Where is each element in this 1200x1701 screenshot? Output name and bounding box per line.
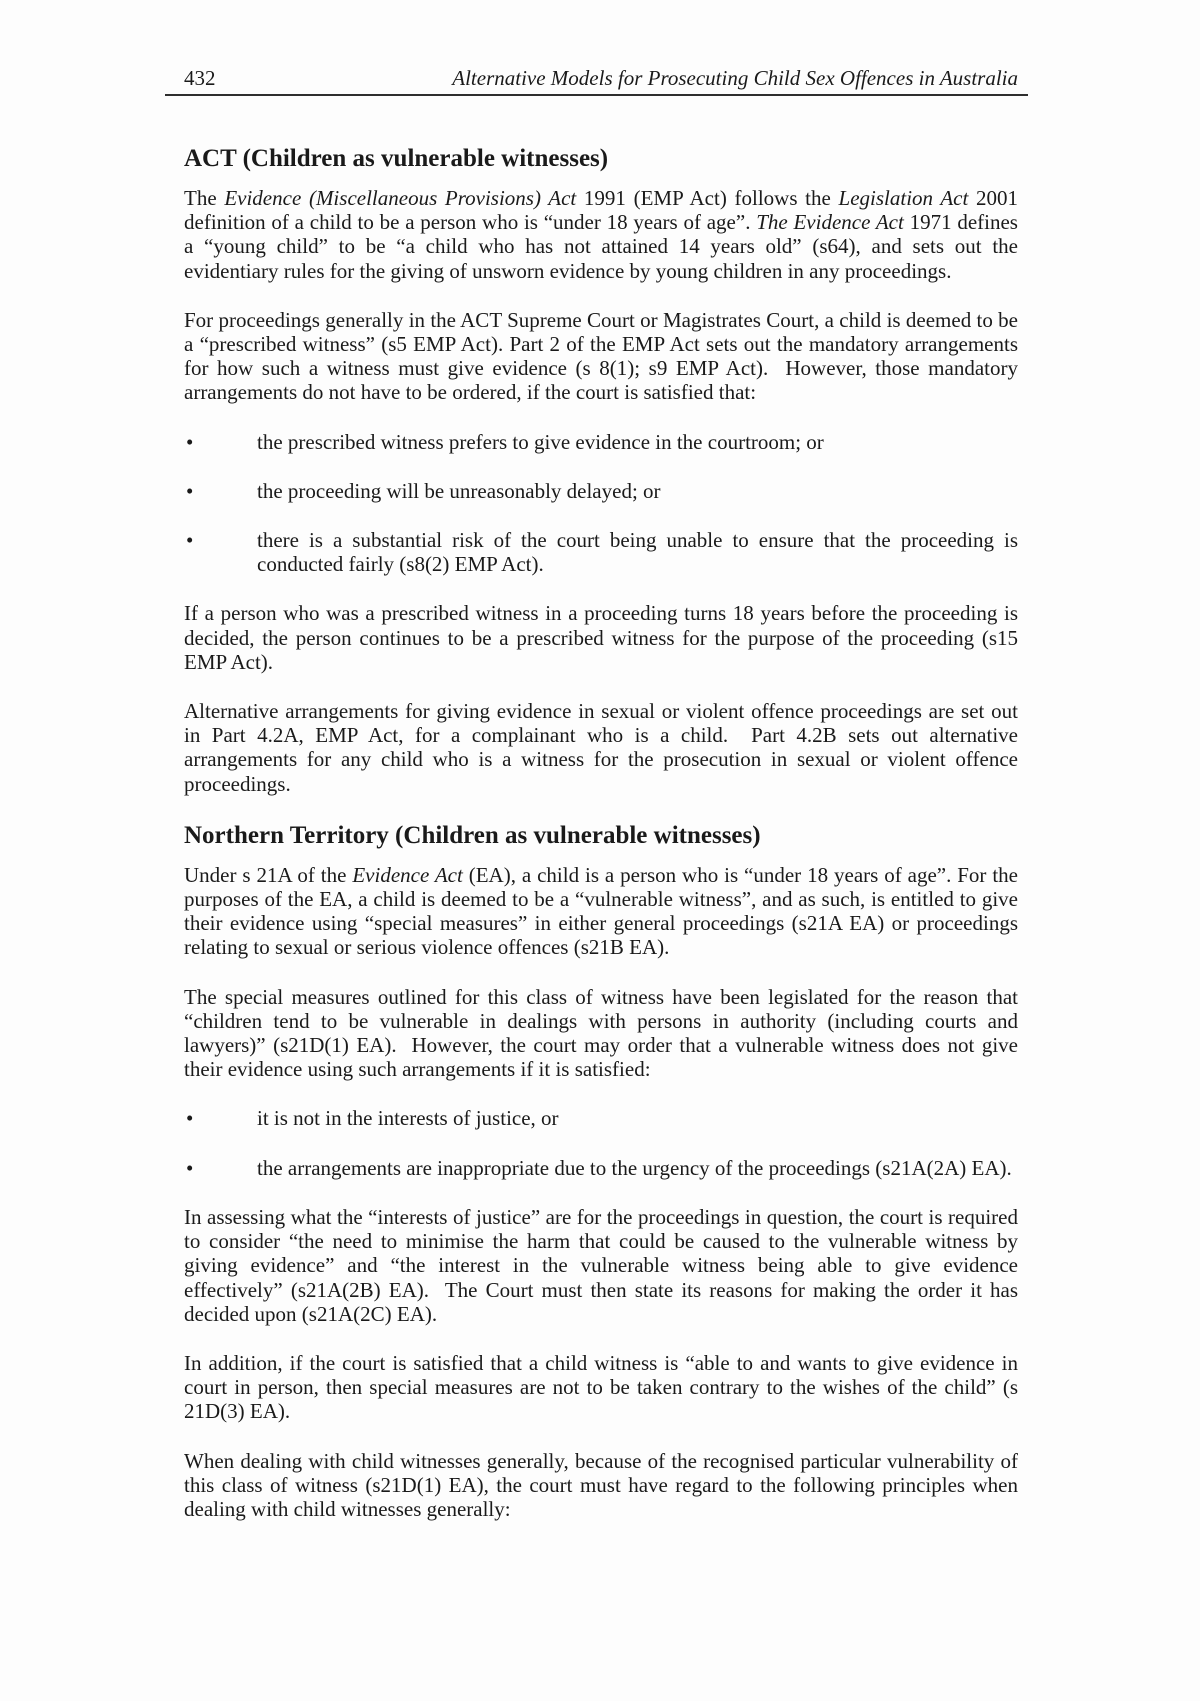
text-run: Under s 21A of the [184, 862, 353, 887]
bullet-list [184, 1106, 1018, 1179]
bullet-text: it is not in the interests of justice, or [257, 1106, 559, 1131]
text-run: 1991 (EMP Act) follows the [576, 186, 839, 210]
bullet-icon: • [186, 528, 194, 553]
text-run-italic: The Evidence Act [756, 210, 904, 235]
page-header [165, 66, 1028, 96]
paragraph: The special measures outlined for this class of witness have been legislated for the reason that “children tend to be vulnerable in dealings with persons in authority (including courts and lawyers)” (s21D(1) EA). However, the court may order that a vulnerable witness does not give their evidence using such arrangements if it is satisfied: [184, 984, 1018, 1082]
page [184, 66, 1018, 1546]
paragraph: If a person who was a prescribed witness in a proceeding turns 18 years before the proceeding is decided, the person continues to be a prescribed witness for the purpose of the proceeding (s15 EMP Act). [184, 601, 1018, 674]
section-heading: ACT (Children as vulnerable witnesses) [184, 145, 609, 172]
bullet-item [184, 528, 1018, 576]
paragraph: In addition, if the court is satisfied that a child witness is “able to and wants to give evidence in court in person, then special measures are not to be taken contrary to the wishes of the child” (s 21D(3) EA). [184, 1350, 1018, 1424]
bullet-text: there is a substantial risk of the court being unable to ensure that the proceeding is conducted fairly (s8(2) EMP Act). [257, 528, 1018, 577]
bullet-item [184, 430, 1018, 454]
text-run-italic: Legislation Act [838, 186, 969, 210]
bullet-item [184, 1106, 1018, 1130]
section-heading: Northern Territory (Children as vulnerable witnesses) [184, 821, 761, 849]
bullet-item [184, 1156, 1018, 1180]
bullet-icon: • [186, 1155, 194, 1180]
section-northern-territory [184, 821, 1018, 1521]
text-run: 2001 definition of a child to be a person who is “under 18 years of age”. [184, 186, 1018, 235]
bullet-item [184, 479, 1018, 503]
paragraph [184, 186, 1018, 283]
bullet-text: the arrangements are inappropriate due to the urgency of the proceedings (s21A(2A) EA). [257, 1155, 1012, 1180]
bullet-icon: • [186, 478, 194, 503]
paragraph: In assessing what the “interests of justice” are for the proceedings in question, the court is required to consider “the need to minimise the harm that could be caused to the vulnerable witness by giving evidence” and “the interest in the vulnerable witness being able to give evidence effectively” (s21A(2B) EA). The Court must then state its reasons for making the order it has decided upon (s21A(2C) EA). [184, 1204, 1018, 1326]
text-run: The [184, 186, 225, 210]
bullet-text: the prescribed witness prefers to give evidence in the courtroom; or [257, 429, 824, 454]
running-title: Alternative Models for Prosecuting Child Sex Offences in Australia [452, 66, 1018, 90]
text-run: (EA), a child is a person who is “under 18 years of age”. For the purposes of the EA, a child is deemed to be a “vulnerable witness”, and as such, is entitled to give their evidence using “special measures” in either general proceedings (s21A EA) or proceedings relating to sexual or serious violence offences (s21B EA). [184, 862, 1018, 960]
text-run-italic: Evidence Act [352, 862, 463, 887]
paragraph: Alternative arrangements for giving evidence in sexual or violent offence proceedings are set out in Part 4.2A, EMP Act, for a complainant who is a child. Part 4.2B sets out alternative arrangements for any child who is a witness for the prosecution in sexual or violent offence proceedings. [184, 699, 1018, 796]
paragraph: When dealing with child witnesses generally, because of the recognised particular vulnerability of this class of witness (s21D(1) EA), the court must have regard to the following principles when dealing with child witnesses generally: [184, 1448, 1018, 1521]
text-run: 1971 defines a “young child” to be “a child who has not attained 14 years old” (s64), and sets out the evidentiary rules for the giving of unsworn evidence by young children in any proceedings. [184, 210, 1018, 283]
text-run-italic: Evidence (Miscellaneous Provisions) Act [224, 186, 577, 210]
paragraph: For proceedings generally in the ACT Supreme Court or Magistrates Court, a child is deemed to be a “prescribed witness” (s5 EMP Act). Part 2 of the EMP Act sets out the mandatory arrangements for how such a witness must give evidence (s 8(1); s9 EMP Act). However, those mandatory arrangements do not have to be ordered, if the court is satisfied that: [184, 307, 1018, 405]
page-number: 432 [184, 66, 216, 90]
bullet-list [184, 430, 1018, 577]
bullet-icon: • [186, 429, 194, 454]
paragraph [184, 863, 1018, 960]
bullet-text: the proceeding will be unreasonably delayed; or [257, 478, 661, 503]
bullet-icon: • [186, 1106, 194, 1131]
section-act [184, 144, 1018, 796]
